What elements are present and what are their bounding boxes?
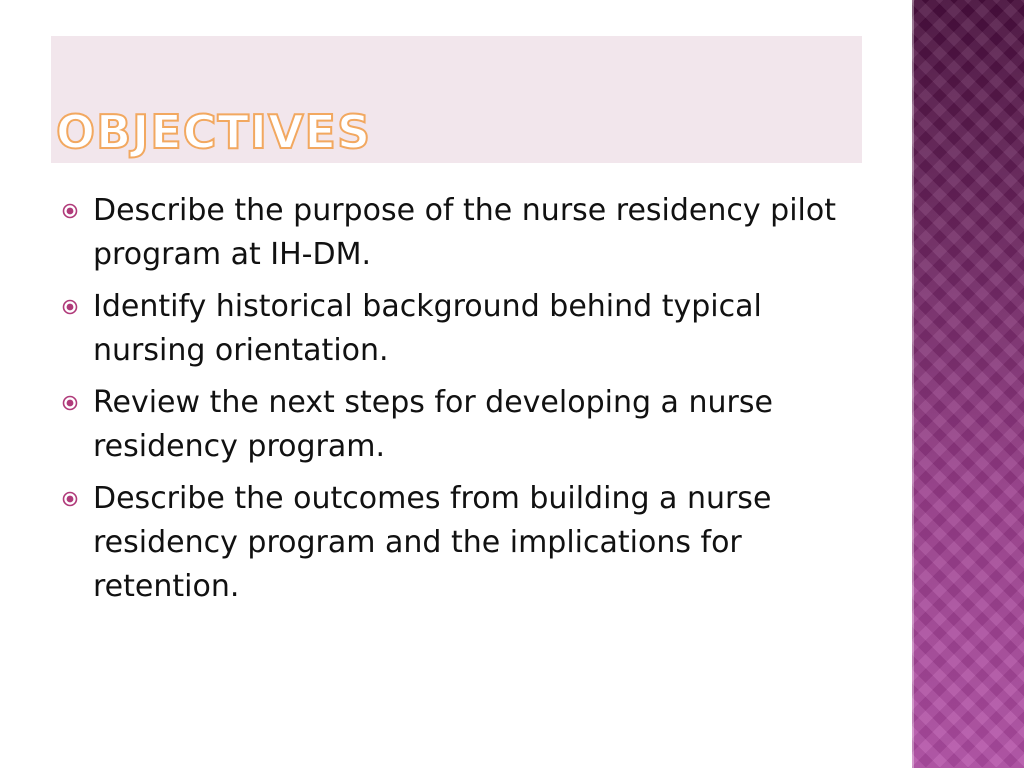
- bullet-text: Review the next steps for developing a nurse residency program.: [93, 385, 773, 464]
- bullet-item: [62, 285, 852, 373]
- bullet-text: Identify historical background behind typical nursing orientation.: [93, 289, 762, 368]
- circle-dot-icon: [62, 395, 78, 411]
- bullet-list: [62, 189, 852, 617]
- decorative-side-band: [912, 0, 1024, 768]
- bullet-item: [62, 381, 852, 469]
- circle-dot-icon: [62, 299, 78, 315]
- bullet-item: [62, 189, 852, 277]
- circle-dot-icon: [62, 203, 78, 219]
- bullet-text: Describe the purpose of the nurse residency pilot program at IH-DM.: [93, 193, 836, 272]
- circle-dot-icon: [62, 491, 78, 507]
- bullet-item: [62, 477, 852, 609]
- slide-title: OBJECTIVES: [56, 105, 372, 159]
- bullet-text: Describe the outcomes from building a nurse residency program and the implications for retention.: [93, 481, 772, 604]
